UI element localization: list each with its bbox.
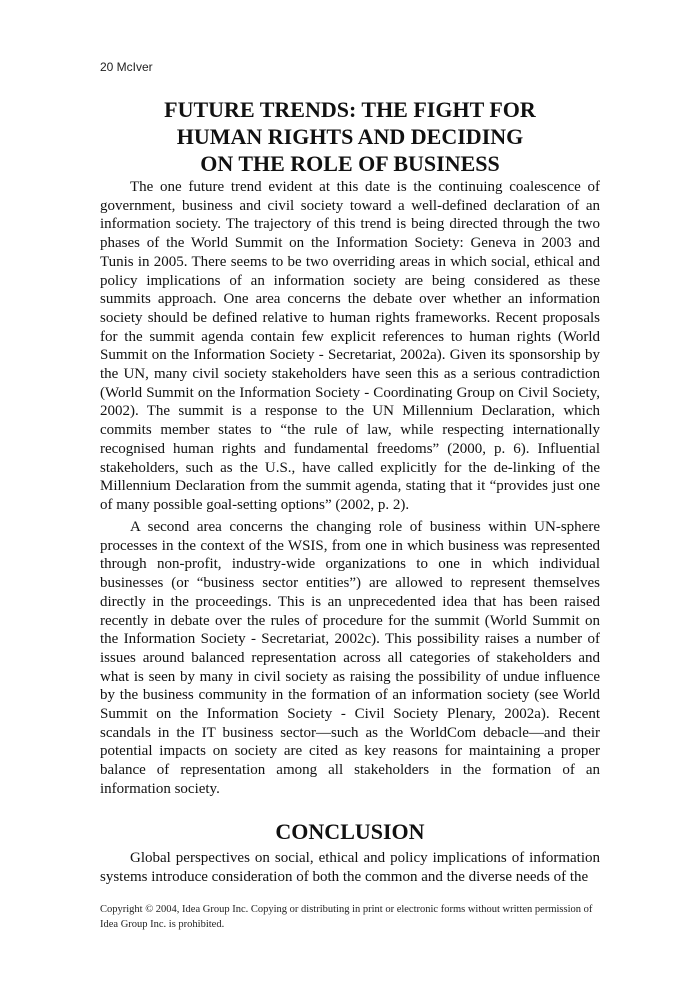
heading-line-1: FUTURE TRENDS: THE FIGHT FOR [164, 97, 536, 122]
heading-line-2: HUMAN RIGHTS AND DECIDING [176, 124, 524, 149]
copyright-notice: Copyright © 2004, Idea Group Inc. Copying or distributing in print or electronic forms without written permission of Idea Group Inc. is prohibited. [100, 904, 593, 930]
section-heading-conclusion: CONCLUSION [275, 819, 425, 844]
body-paragraph-2: A second area concerns the changing role of business within UN-sphere processes in the context of the WSIS, from one in which business was represented through non-profit, industry-wide organizations to one in which individual businesses (or “business sector entities”) are allowed to represent themselves directly in the proceedings. This is an unprecedented idea that has been raised recently in debate over the rules of procedure for the summit (World Summit on the Information Society - Secretariat, 2002c). This possibility raises a number of issues around balanced representation across all categories of stakeholders and what is seen by many in civil society as raising the possibility of undue influence by the business community in the formation of an information society (see World Summit on the Information Society - Civil Society Plenary, 2002a). Recent scandals in the IT business sector—such as the WorldCom debacle—and their potential impacts on society are cited as key reasons for maintaining a proper balance of representation among all stakeholders in the formation of an information society. [100, 519, 600, 797]
running-head: 20 McIver [100, 60, 153, 74]
conclusion-paragraph-1: Global perspectives on social, ethical and policy implications of information systems introduce consideration of both the common and the diverse needs of the [100, 850, 600, 885]
body-paragraph-1: The one future trend evident at this date is the continuing coalescence of government, business and civil society toward a well-defined declaration of an information society. The trajectory of this trend is being directed through the two phases of the World Summit on the Information Society: Geneva in 2003 and Tunis in 2005. There seems to be two overriding areas in which social, ethical and policy implications of an information society are being considered as these summits approach. One area concerns the debate over whether an information society should be defined relative to human rights frameworks. Recent proposals for the summit agenda contain few explicit references to human rights (World Summit on the Information Society - Secretariat, 2002a). Given its sponsorship by the UN, many civil society stakeholders have seen this as a serious contradiction (World Summit on the Information Society - Coordinating Group on Civil Society, 2002). The summit is a response to the UN Millennium Declaration, which commits member states to “the rule of law, while respecting internationally recognised human rights and fundamental freedoms” (2000, p. 6). Influential stakeholders, such as the U.S., have called explicitly for the de-linking of the Millennium Declaration from the summit agenda, stating that it “provides just one of many possible goal-setting options” (2002, p. 2). [100, 179, 600, 513]
section-heading-future-trends [100, 96, 600, 177]
heading-line-3: ON THE ROLE OF BUSINESS [200, 151, 500, 176]
